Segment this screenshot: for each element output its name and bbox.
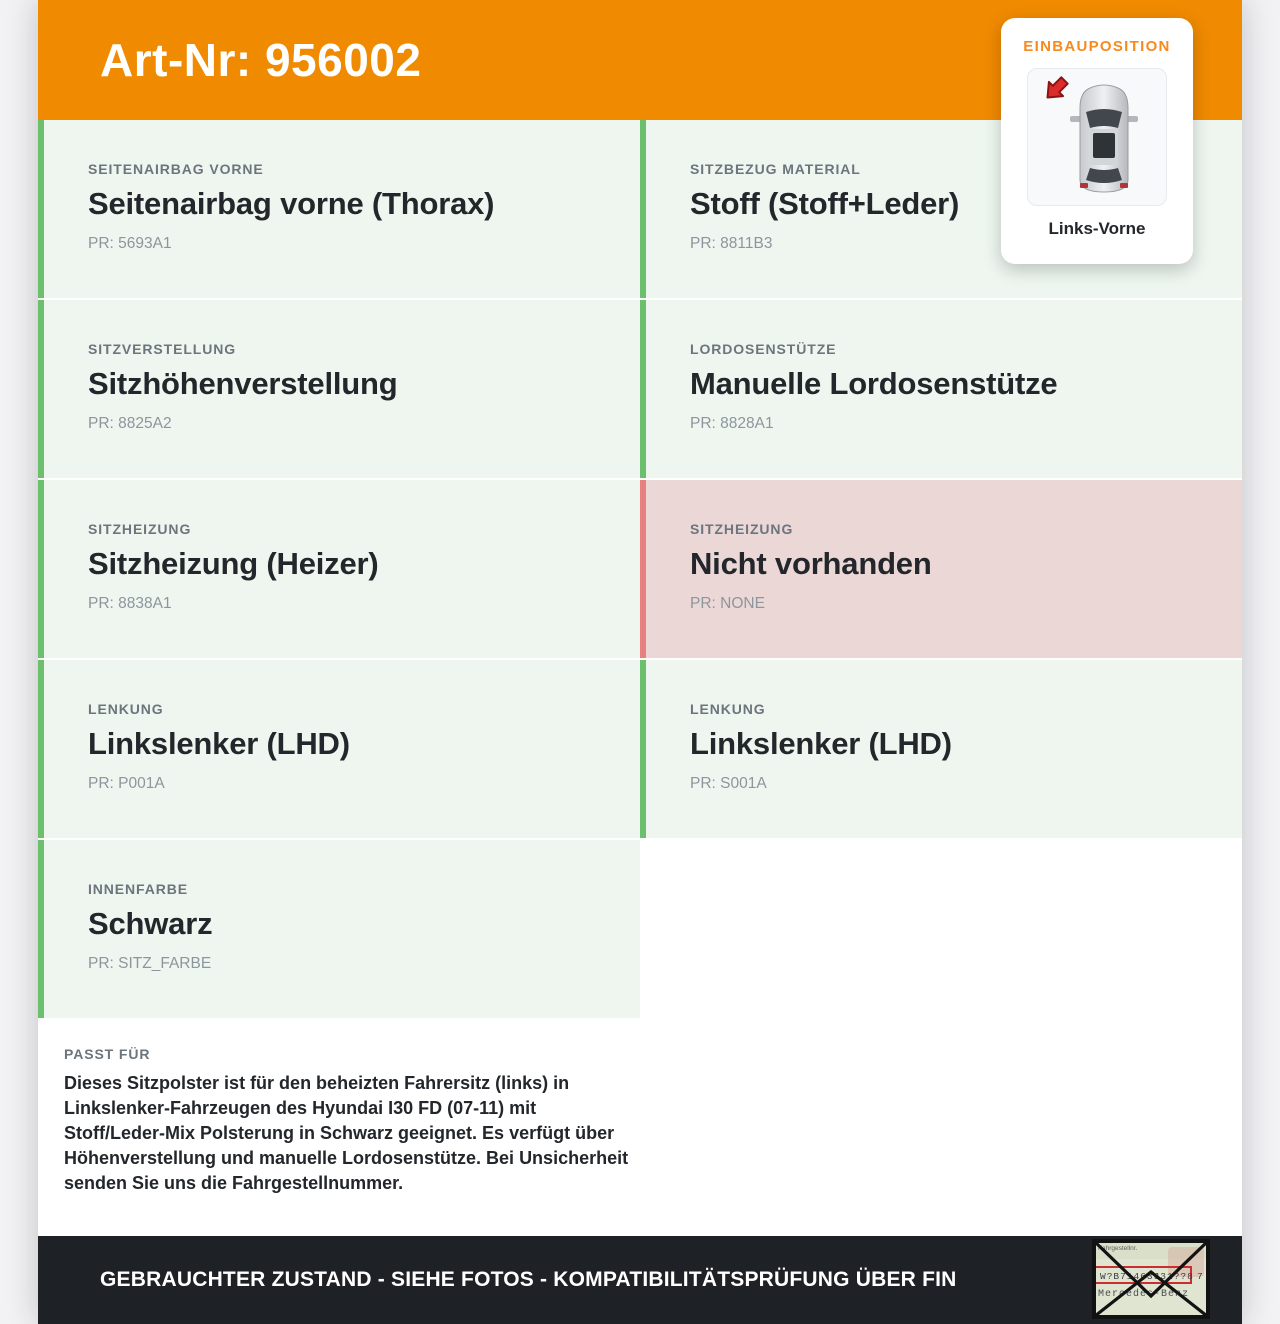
feature-card-sitzverstellung [38,300,640,478]
position-arrow-icon [1038,75,1080,117]
feature-label: LORDOSENSTÜTZE [690,341,837,357]
feature-value: Sitzheizung (Heizer) [88,546,379,581]
feature-value: Linkslenker (LHD) [690,726,952,761]
feature-card-lordosenstuetze [640,300,1242,478]
feature-pr-code: PR: S001A [690,775,767,792]
feature-label: SITZBEZUG MATERIAL [690,161,861,177]
feature-label: SITZHEIZUNG [690,521,794,537]
feature-pr-code: PR: 8828A1 [690,415,774,432]
einbauposition-card [1001,18,1193,264]
feature-card-sitzheizung-missing [640,480,1242,658]
feature-value: Nicht vorhanden [690,546,932,581]
feature-value: Manuelle Lordosenstütze [690,366,1058,401]
empty-cell [640,840,1242,1018]
passt-fuer-text: Dieses Sitzpolster ist für den beheizten Fahrersitz (links) in Linkslenker-Fahrzeugen des Hyundai I30 FD (07-11) mit Stoff/Leder-Mix Polsterung in Schwarz geeignet. Es verfügt über Höhenverstellung und manuelle Lordosenstütze. Bei Unsicherheit senden Sie uns die Fahrgestellnummer. [64,1073,629,1193]
feature-value: Linkslenker (LHD) [88,726,350,761]
feature-card-innenfarbe [38,840,640,1018]
feature-value: Schwarz [88,906,213,941]
feature-card-sitzheizung [38,480,640,658]
doc-field-label: Fahrgestellnr. [1098,1245,1138,1252]
feature-value: Seitenairbag vorne (Thorax) [88,186,495,221]
feature-card-lenkung-p [38,660,640,838]
passt-fuer-label: PASST FÜR [64,1046,151,1062]
einbauposition-caption: Links-Vorne [1048,219,1146,238]
feature-value: Sitzhöhenverstellung [88,366,398,401]
feature-pr-code: PR: NONE [690,595,765,612]
feature-card-seitenairbag [38,120,640,298]
feature-label: LENKUNG [88,701,164,717]
feature-label: SITZVERSTELLUNG [88,341,237,357]
feature-pr-code: PR: P001A [88,775,165,792]
einbauposition-image-box [1027,68,1167,206]
feature-pr-code: PR: 8838A1 [88,595,172,612]
passt-fuer-card [38,1020,640,1236]
feature-card-lenkung-s [640,660,1242,838]
feature-label: LENKUNG [690,701,766,717]
doc-brand-text: Mercedes-Benz [1098,1289,1190,1300]
doc-vin-text: W?B71463J31??8 [1100,1271,1194,1282]
envelope-icon [1092,1239,1210,1319]
feature-pr-code: PR: 8825A2 [88,415,172,432]
registration-doc-image [1092,1239,1210,1319]
footer-bar [38,1236,1242,1324]
feature-label: SEITENAIRBAG VORNE [88,161,264,177]
feature-pr-code: PR: 8811B3 [690,235,773,252]
feature-value: Stoff (Stoff+Leder) [690,186,960,221]
feature-pr-code: PR: 5693A1 [88,235,172,252]
einbauposition-title: EINBAUPOSITION [1023,38,1171,55]
footer-condition-text: GEBRAUCHTER ZUSTAND - SIEHE FOTOS - KOMPATIBILITÄTSPRÜFUNG ÜBER FIN [100,1268,957,1291]
feature-label: INNENFARBE [88,881,189,897]
doc-vin-check-digit: 7 [1197,1271,1203,1282]
feature-label: SITZHEIZUNG [88,521,192,537]
feature-pr-code: PR: SITZ_FARBE [88,955,212,972]
article-number-title: Art-Nr: 956002 [100,34,422,86]
